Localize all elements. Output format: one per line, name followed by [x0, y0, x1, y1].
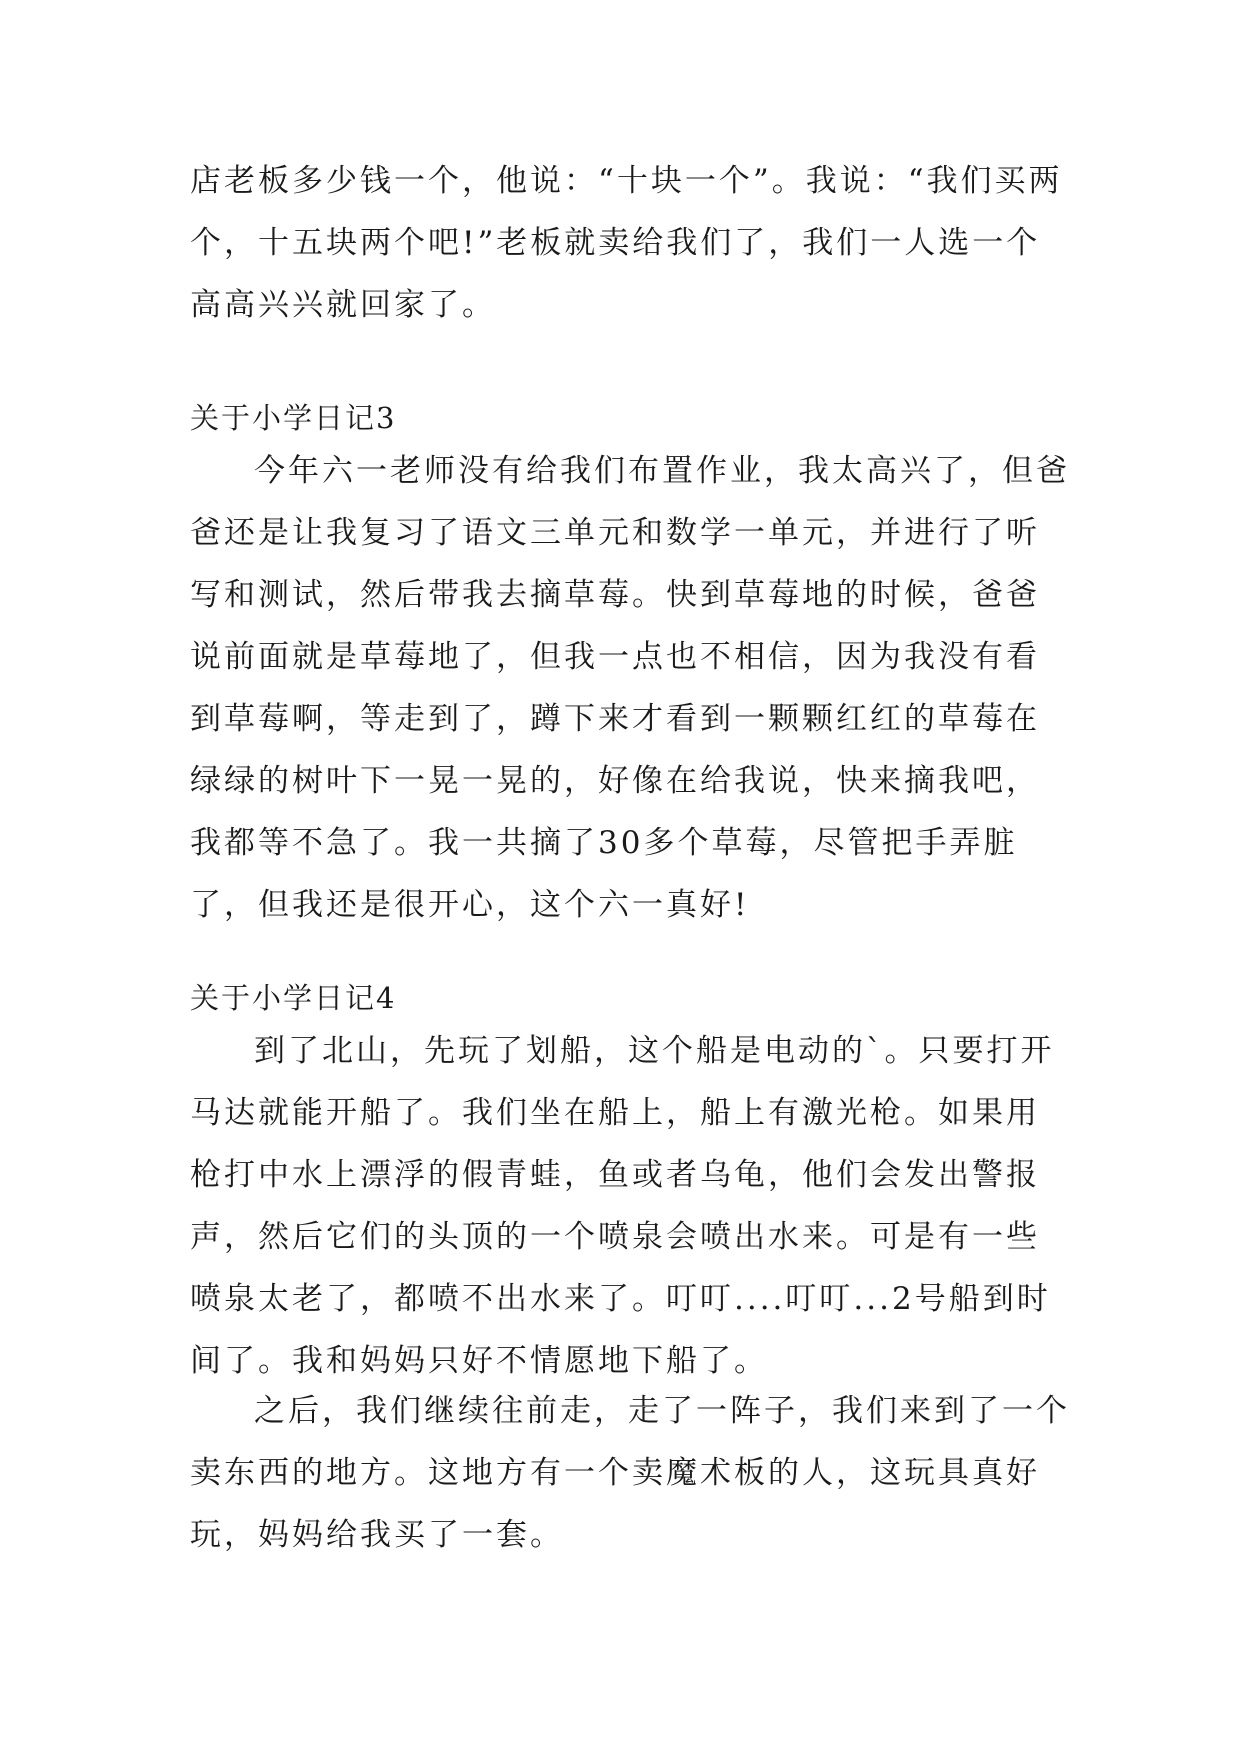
section-3-paragraph: 今年六一老师没有给我们布置作业，我太高兴了，但爸爸还是让我复习了语文三单元和数学一单元，并进行了听写和测试，然后带我去摘草莓。快到草莓地的时候，爸爸说前面就是草莓地了，但我一点也不相信，因为我没有看到草莓啊，等走到了，蹲下来才看到一颗颗红红的草莓在绿绿的树叶下一晃一晃的，好像在给我说，快来摘我吧，我都等不急了。我一共摘了30多个草莓，尽管把手弄脏了，但我还是很开心，这个六一真好!: [190, 453, 1070, 923]
section-4-paragraph-1: 到了北山，先玩了划船，这个船是电动的`。只要打开马达就能开船了。我们坐在船上，船上有激光枪。如果用枪打中水上漂浮的假青蛙，鱼或者乌龟，他们会发出警报声，然后它们的头顶的一个喷泉会喷出水来。可是有一些喷泉太老了，都喷不出水来了。叮叮....叮叮...2号船到时间了。我和妈妈只好不情愿地下船了。: [190, 1033, 1055, 1379]
section-3-heading: 关于小学日记3: [190, 401, 397, 435]
intro-paragraph: 店老板多少钱一个，他说：“十块一个”。我说：“我们买两个，十五块两个吧!”老板就卖给我们了，我们一人选一个高高兴兴就回家了。: [190, 163, 1063, 323]
section-4-heading: 关于小学日记4: [190, 981, 397, 1015]
section-4-paragraph-2: 之后，我们继续往前走，走了一阵子，我们来到了一个卖东西的地方。这地方有一个卖魔术板的人，这玩具真好玩，妈妈给我买了一套。: [190, 1393, 1070, 1553]
